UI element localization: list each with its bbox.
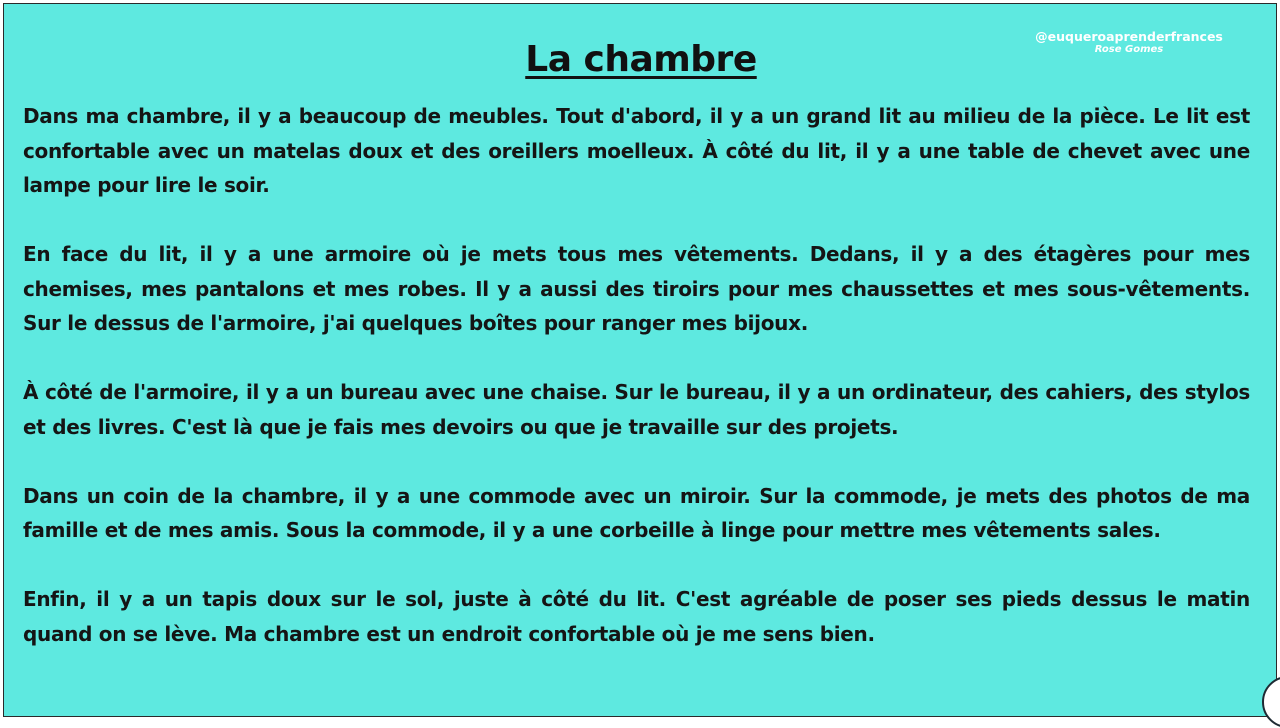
watermark — [1024, 30, 1234, 56]
watermark-author: Rose Gomes — [1094, 44, 1164, 55]
paragraph-3: À côté de l'armoire, il y a un bureau avec une chaise. Sur le bureau, il y a un ordinateur, des cahiers, des stylos et des livres. C'est là que je fais mes devoirs ou que je travaille sur des projets. — [23, 380, 1250, 439]
text-body — [23, 99, 1250, 686]
slide-page — [3, 3, 1277, 717]
paragraph-5: Enfin, il y a un tapis doux sur le sol, juste à côté du lit. C'est agréable de poser ses pieds dessus le matin quand on se lève. Ma chambre est un endroit confortable où je me sens bien. — [23, 587, 1250, 646]
watermark-handle: @euqueroaprenderfrances — [1035, 29, 1223, 44]
page-title: La chambre — [525, 39, 757, 80]
paragraph-4: Dans un coin de la chambre, il y a une commode avec un miroir. Sur la commode, je mets des photos de ma famille et de mes amis. Sous la commode, il y a une corbeille à linge pour mettre mes vêtements sales. — [23, 483, 1250, 542]
paragraph-2: En face du lit, il y a une armoire où je mets tous mes vêtements. Dedans, il y a des étagères pour mes chemises, mes pantalons et mes robes. Il y a aussi des tiroirs pour mes chaussettes et mes sous-vêtements. Sur le dessus de l'armoire, j'ai quelques boîtes pour ranger mes bijoux. — [23, 242, 1250, 335]
paragraph-1: Dans ma chambre, il y a beaucoup de meubles. Tout d'abord, il y a un grand lit au milieu de la pièce. Le lit est confortable avec un matelas doux et des oreillers moelleux. À côté du lit, il y a une table de chevet avec une lampe pour lire le soir. — [23, 104, 1250, 197]
